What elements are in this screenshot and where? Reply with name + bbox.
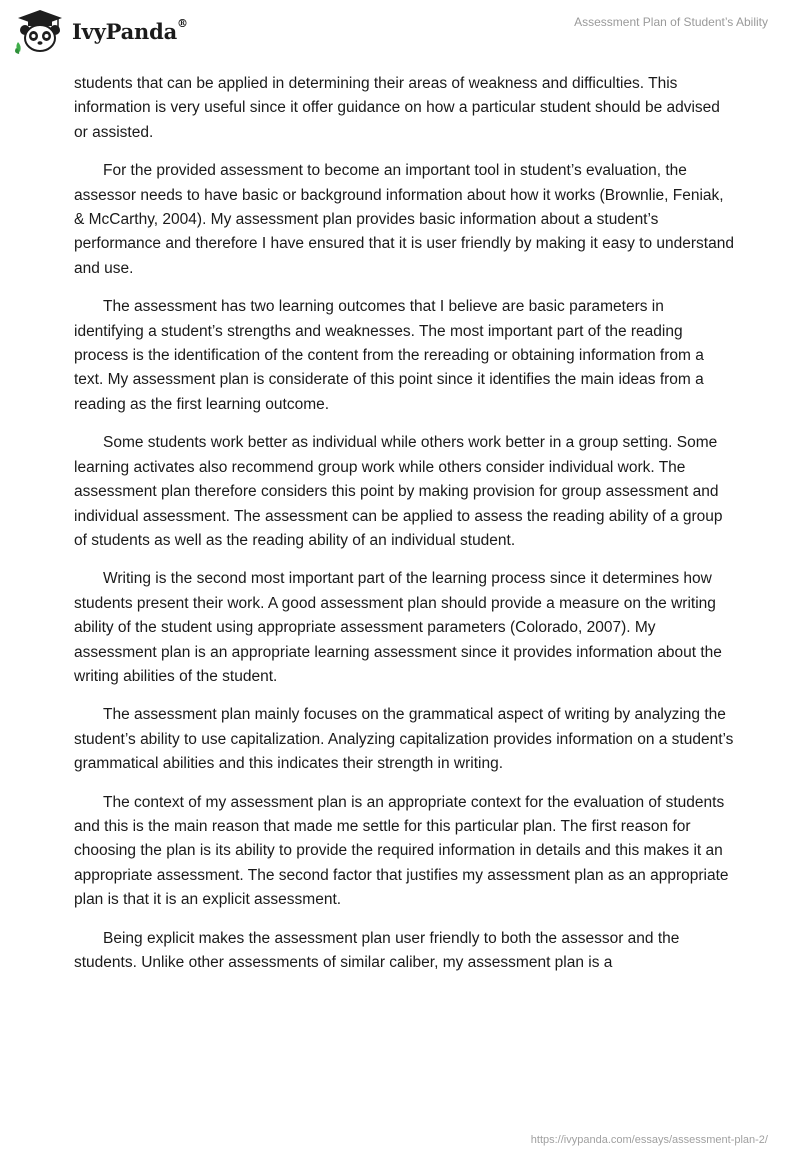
source-url[interactable]: https://ivypanda.com/essays/assessment-plan-2/ [530, 1134, 768, 1146]
document-title: Assessment Plan of Student’s Ability [574, 15, 768, 29]
paragraph-7: The context of my assessment plan is an appropriate context for the evaluation of students and this is the main reason that made me settle for this particular plan. The first reason for choosing the plan is its ability to provide the required information in details and this makes it an appropriate assessment. The second factor that justifies my assessment plan as an appropriate plan is that it is an explicit assessment. [74, 793, 729, 909]
paragraph-4: Some students work better as individual while others work better in a group setting. Some learning activates also recommend group work while others consider individual work. The assessment plan therefore considers this point by making provision for group assessment and individual assessment. The assessment can be applied to assess the reading ability of a group of students as well as the reading ability of an individual student. [74, 434, 723, 549]
paragraph-2: For the provided assessment to become an important tool in student’s evaluation, the assessor needs to have basic or background information about how it works (Brownlie, Feniak, & McCarthy, 2004). My assessment plan provides basic information about a student’s performance and therefore I have ensured that it is user friendly by making it easy to understand and use. [74, 162, 734, 277]
paragraph-6: The assessment plan mainly focuses on the grammatical aspect of writing by analyzing the student’s ability to use capitalization. Analyzing capitalization provides information on a student’s grammatical abilities and this indicates their strength in writing. [74, 706, 734, 773]
panda-graduate-icon [14, 8, 66, 54]
brand-name: IvyPanda® [72, 16, 188, 44]
paragraph-1: students that can be applied in determining their areas of weakness and difficulties. This information is very useful since it offer guidance on how a particular student should be advised or assisted. [74, 75, 720, 141]
paragraph-3: The assessment has two learning outcomes that I believe are basic parameters in identifying a student’s strengths and weaknesses. The most important part of the reading process is the identification of the content from the rereading or obtaining information from a text. My assessment plan is considerate of this point since it identifies the main ideas from a reading as the first learning outcome. [74, 298, 704, 413]
page-header [0, 0, 800, 70]
ivypanda-logo[interactable] [14, 8, 188, 54]
essay-body [74, 72, 734, 989]
paragraph-5: Writing is the second most important part of the learning process since it determines how students present their work. A good assessment plan should provide a measure on the writing ability of the student using appropriate assessment parameters (Colorado, 2007). My assessment plan is an appropriate learning assessment since it provides information about the writing abilities of the student. [74, 570, 722, 685]
paragraph-8: Being explicit makes the assessment plan user friendly to both the assessor and the students. Unlike other assessments of similar caliber, my assessment plan is a [74, 929, 680, 971]
